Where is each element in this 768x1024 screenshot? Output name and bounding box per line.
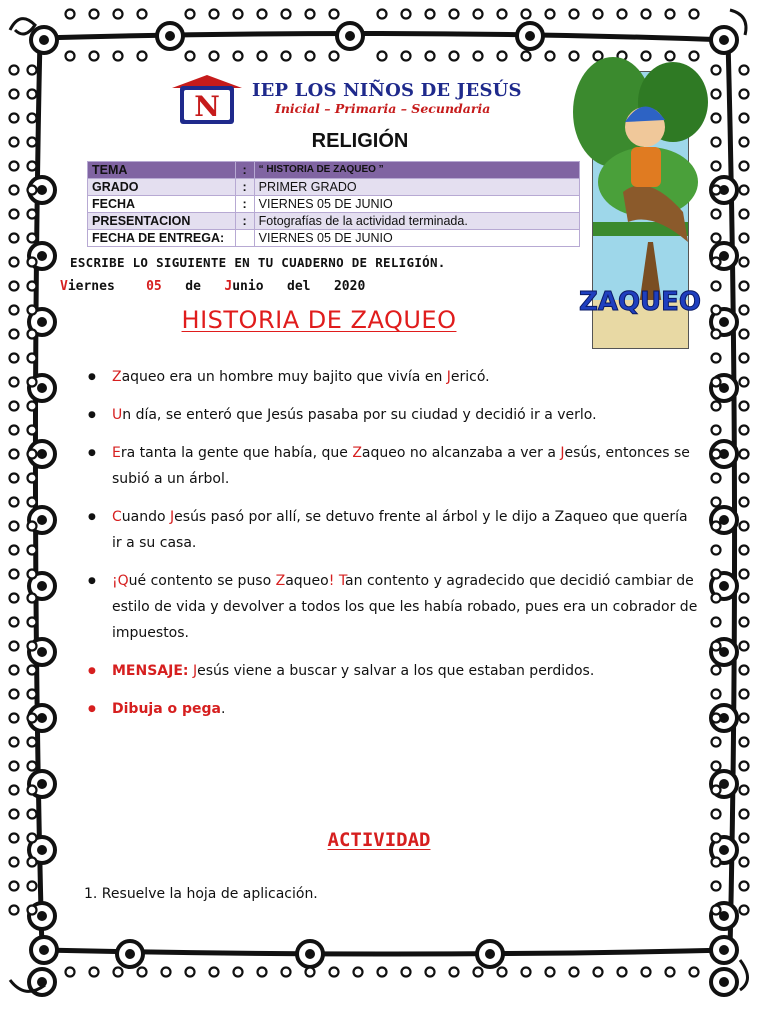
table-row [88,196,580,213]
picture-label: ZAQUEO [578,287,702,317]
sentence-text: aqueo [285,573,329,589]
date-day: 05 [146,279,162,294]
initial-letter: J [446,369,451,385]
initial-letter: Z [112,369,122,385]
initial-letter: J [560,445,565,461]
date-del: del [287,279,311,294]
school-levels: Inicial – Primaria – Secundaria [275,101,491,116]
school-logo [170,74,244,126]
sentence-text: ericó. [450,369,490,385]
initial-letter: C [112,509,122,525]
row-value: VIERNES 05 DE JUNIO [254,230,579,247]
table-row [88,230,580,247]
sentence-text: uando [121,509,171,525]
instruction-text: ESCRIBE LO SIGUIENTE EN TU CUADERNO DE RELIGIÓN. [70,255,446,270]
date-line [60,279,365,294]
row-colon: : [235,179,254,196]
row-colon: : [235,213,254,230]
row-label: FECHA DE ENTREGA: [88,230,236,247]
row-label: FECHA [88,196,236,213]
list-item [88,364,698,390]
row-label: TEMA [88,162,236,179]
initial-letter: Z [275,573,286,589]
sentence-text: esús viene a buscar y salvar a los que estaban perdidos. [197,663,595,679]
sentence-text: ra tanta la gente que había, que [120,445,353,461]
table-row [88,179,580,196]
table-row [88,162,580,179]
date-year: 2020 [333,279,366,294]
date-v: V [60,279,68,294]
list-item [88,402,698,428]
date-j: J [224,279,233,294]
initial-letter: ¡Q [112,573,129,589]
row-colon: : [235,196,254,213]
row-value: “ HISTORIA DE ZAQUEO ” [254,162,579,179]
list-item-draw [88,696,698,722]
initial-letter: E [112,445,121,461]
initial-letter: J [188,663,198,679]
activity-title-text: ACTIVIDAD [327,829,431,851]
row-colon: : [235,162,254,179]
story-title [0,306,768,334]
initial-letter: J [170,509,175,525]
initial-letter: ! T [328,573,346,589]
sentence-text: ué contento se puso [128,573,276,589]
date-de: de [185,279,201,294]
sentence-text: aqueo no alcanzaba a ver a [361,445,561,461]
sentence-text: n día, se enteró que Jesús pasaba por su ciudad y decidió ir a verlo. [122,407,597,423]
sentence-text: esús pasó por allí, se detuvo frente al árbol y le dijo a Zaqueo que quería ir a su casa. [112,509,688,551]
activity-task: 1. Resuelve la hoja de aplicación. [84,886,318,902]
date-weekday: iernes [67,279,115,294]
sentence-text: an contento y agradecido que decidió cambiar de estilo de vida y devolver a todos los que les había robado, pues era un cobrador de impuestos. [112,573,698,641]
list-item [88,568,698,646]
sentence-text: aqueo era un hombre muy bajito que vivía en [121,369,447,385]
row-colon [235,230,254,247]
row-value: VIERNES 05 DE JUNIO [254,196,579,213]
row-label: PRESENTACION [88,213,236,230]
info-table [87,161,580,247]
table-row [88,213,580,230]
date-month: unio [232,279,264,294]
row-value: PRIMER GRADO [254,179,579,196]
message-label: MENSAJE: [112,663,189,679]
row-value: Fotografías de la actividad terminada. [254,213,579,230]
list-item [88,504,698,556]
row-label: GRADO [88,179,236,196]
sentence-text: . [221,701,226,717]
story-title-text: HISTORIA DE ZAQUEO [181,306,457,334]
subject-title: RELIGIÓN [311,130,409,152]
activity-title [0,829,768,851]
list-item [88,440,698,492]
school-name: IEP LOS NIÑOS DE JESÚS [252,80,522,101]
sentence-text: esús, entonces se subió a un árbol. [112,445,690,487]
story-list [88,364,698,734]
initial-letter: U [112,407,123,423]
draw-label: Dibuja o pega [112,701,222,717]
initial-letter: Z [352,445,362,461]
list-item-message [88,658,698,684]
logo-letter: N [194,90,220,123]
